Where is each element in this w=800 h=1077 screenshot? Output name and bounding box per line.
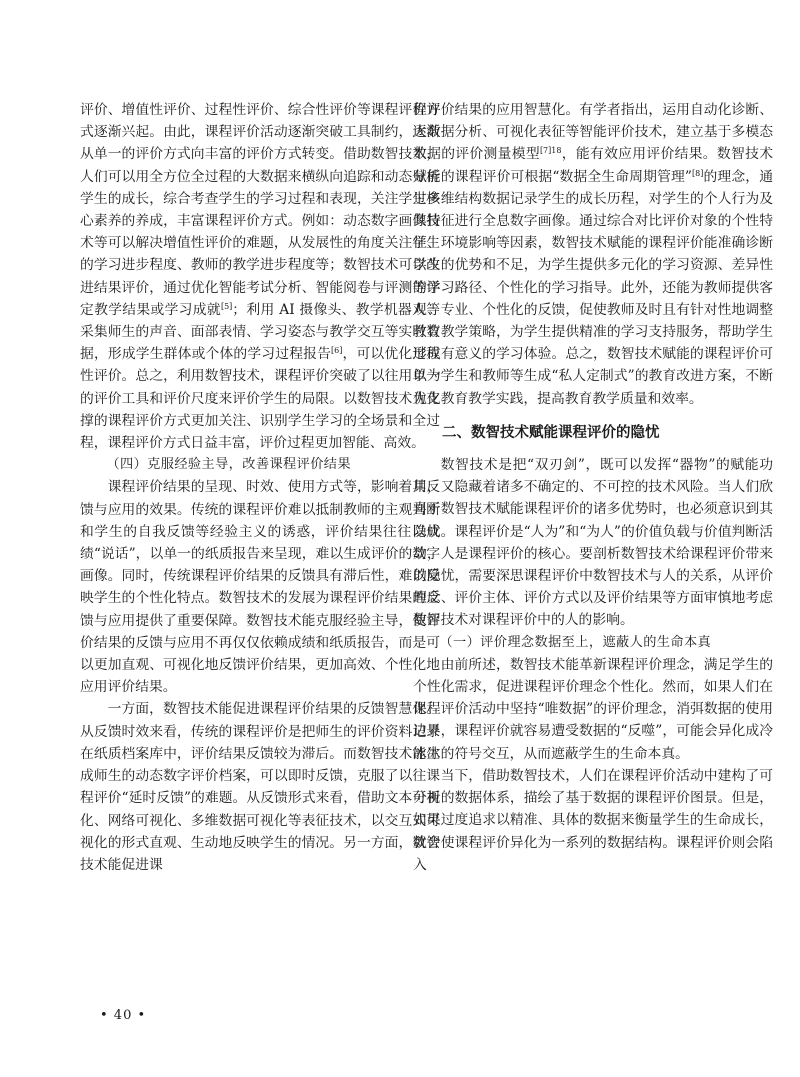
- left-paragraph-2: 课程评价结果的呈现、时效、使用方式等，影响着其反馈与应用的效果。传统的课程评价难以抵制教师的主观判断和学生的自我反馈等经验主义的诱惑，评价结果往往以成绩“说话”，以单一的纸质报告来呈现，难以生成评价的数字画像。同时，传统课程评价结果的反馈具有滞后性，难以反映学生的个性化特点。数智技术的发展为课程评价结果的反馈与应用提供了重要保障。数智技术能克服经验主导，使评价结果的反馈与应用不再仅仅依赖成绩和纸质报告，而是可以更加直观、可视化地反馈评价结果，更加高效、个性化地应用评价结果。: [80, 479, 440, 696]
- citation-8: [8]: [691, 168, 704, 178]
- citation-7: [7]18: [539, 146, 562, 156]
- text-run: 的理念，通过多维结构数据记录学生的成长历程，对学生的个人行为及其特征进行全息数字画像。通过综合对比评价对象的个性特征、环境影响等因素，数智技术赋能的课程评价能准确诊断学生的优势和不足，为学生提供多元化的学习资源、差异性的学习路径、个性化的学习指导。此外，还能为教师提供客观、专业、个性化的反馈，促使教师及时且有针对性地调整教育教学策略，为学生提供精准的学习支持服务，帮助学生形成有意义的学习体验。总之，数智技术赋能的课程评价可以为学生和教师等生成“私人定制式”的教育改进方案，不断优化教育教学实践，提高教育教学质量和效率。: [413, 168, 773, 407]
- left-column: [80, 99, 440, 876]
- subheading-4: （四）克服经验主导，改善课程评价结果: [106, 457, 351, 473]
- text-run: ，可以优化过程性评价。总之，利用数智技术，课程评价突破了以往用单一的评价工具和评价尺度来评价学生的局限。以数智技术为支撑的课程评价方式更加关注、识别学生学习的全场景和全过程，课程评价方式日益丰富，评价过程更加智能、高效。: [80, 346, 441, 452]
- citation-5: [5]: [220, 301, 233, 311]
- page-number: • 40 •: [100, 1008, 147, 1023]
- subheading-1: （一）评价理念数据至上，遮蔽人的生命本真: [439, 634, 712, 650]
- text-run: 评价、增值性评价、过程性评价、综合性评价等课程评价方式逐渐兴起。由此，课程评价活动逐渐突破工具制约，逐渐从单一的评价方式向丰富的评价方式转变。借助数智技术，人们可以用全方位全过程的大数据来横纵向追踪和动态分析学生的成长，综合考查学生的学习过程和表现，关注学生核心素养的养成，丰富课程评价方式。例如：动态数字画像技术等可以解决增值性评价的难题，从发展性的角度关注学生的学习进步程度、教师的教学进步程度等；数智技术可以改进结果评价，通过优化智能考试分析、智能阅卷与评测等评定教学结果或学习成就: [80, 102, 440, 318]
- section-heading-2: 二、数智技术赋能课程评价的隐忧: [442, 424, 660, 441]
- text-run: ；利用 AI 摄像头、教学机器人等采集师生的声音、面部表情、学习姿态与教学交互等实时数据，形成学生群体或个体的学习过程报告: [80, 301, 441, 363]
- left-paragraph-1: [80, 99, 440, 454]
- right-column: [413, 99, 773, 876]
- right-paragraph-1: [413, 99, 773, 410]
- right-paragraph-3: 由前所述，数智技术能革新课程评价理念，满足学生的个性化需求，促进课程评价理念个性化。然而，如果人们在课程评价活动中坚持“唯数据”的评价理念，消弭数据的使用边界，课程评价就容易遭受数据的“反噬”，可能会异化成冷冰冰的符号交互，从而遮蔽学生的生命本真。: [413, 656, 773, 762]
- right-paragraph-4: 当下，借助数智技术，人们在课程评价活动中建构了可分析的数据体系，描绘了基于数据的课程评价图景。但是，如果过度追求以精准、具体的数据来衡量学生的生命成长，就会使课程评价异化为一系列的数据结构。课程评价则会陷入: [413, 767, 773, 873]
- citation-6: [6]: [331, 346, 343, 356]
- left-paragraph-3: 一方面，数智技术能促进课程评价结果的反馈智慧化。从反馈时效来看，传统的课程评价是把师生的评价资料记录在纸质档案库中，评价结果反馈较为滞后。而数智技术能生成师生的动态数字评价档案，可以即时反馈，克服了以往课程评价“延时反馈”的难题。从反馈形式来看，借助文本可视化、网络可视化、多维数据可视化等表征技术，以交互式可视化的形式直观、生动地反映学生的情况。另一方面，数智技术能促进课: [80, 701, 440, 873]
- right-paragraph-2: 数智技术是把“双刃剑”，既可以发挥“器物”的赋能功用，又隐藏着诸多不确定的、不可控的技术风险。当人们欣喜于数智技术赋能课程评价的诸多优势时，也必须意识到其隐忧。课程评价是“人为”和“为人”的价值负载与价值判断活动，人是课程评价的核心。要剖析数智技术给课程评价带来的隐忧，需要深思课程评价中数智技术与人的关系，从评价理念、评价主体、评价方式以及评价结果等方面审慎地考虑数智技术对课程评价中的人的影响。: [413, 457, 773, 629]
- text-run: 程评价结果的应用智慧化。有学者指出，运用自动化诊断、大数据分析、可视化表征等智能评价技术，建立基于多模态数据的评价测量模型: [413, 102, 773, 163]
- text-run: ，能有效应用评价结果。数智技术赋能的课程评价可根据“数据全生命周期管理”: [413, 146, 774, 185]
